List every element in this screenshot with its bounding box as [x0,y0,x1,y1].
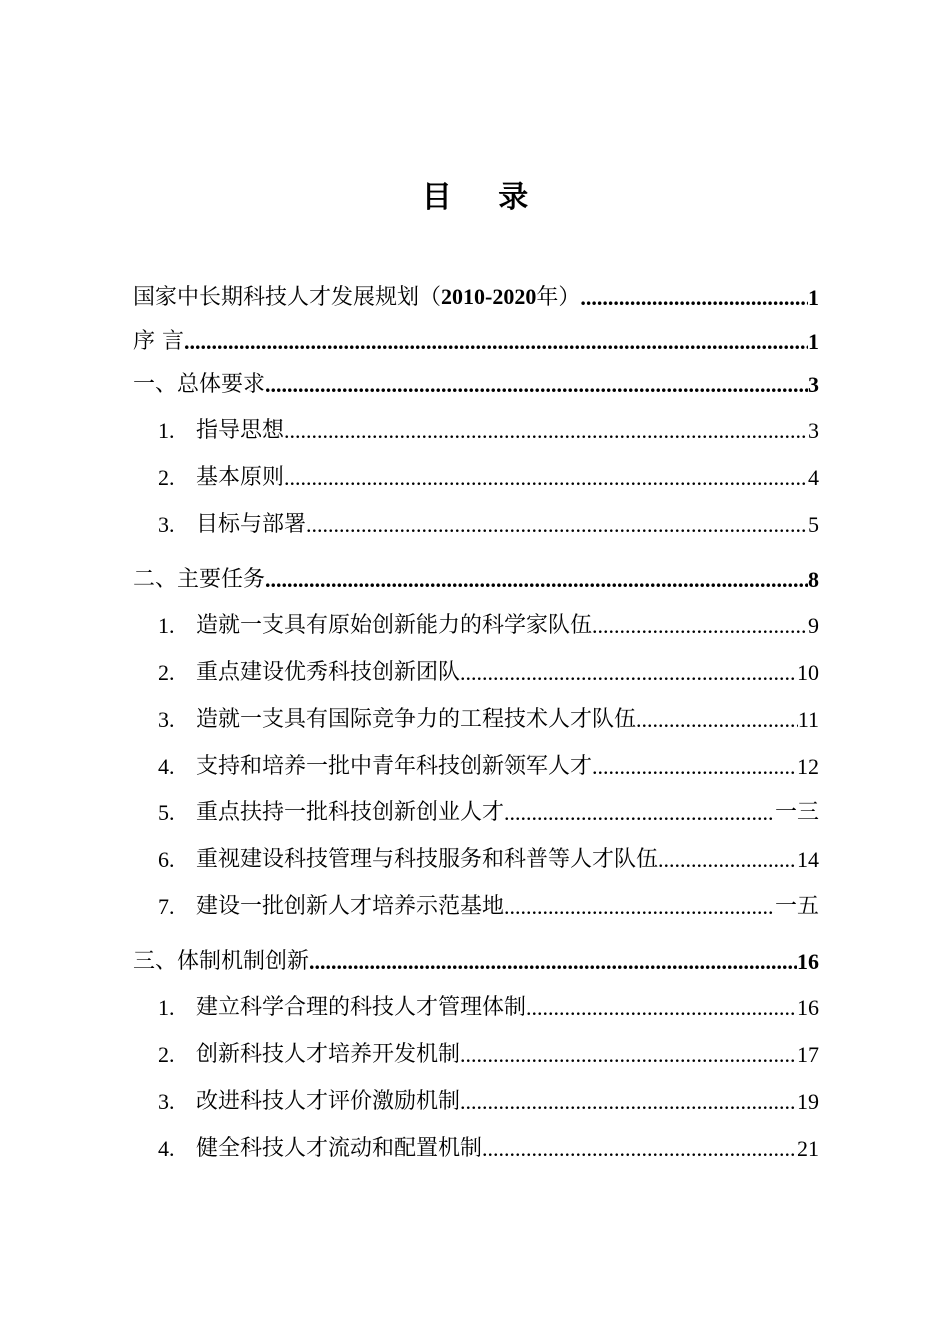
toc-title: 目 录 [421,180,547,215]
toc-page-number: 12 [797,754,819,779]
toc-page-number: 8 [808,567,819,592]
toc-entry-text: 一、总体要求 [133,372,266,397]
toc-entry-number: 4. [158,754,175,779]
toc-entry-preface[interactable] [133,325,819,357]
toc-entry-number: 5. [158,800,175,825]
toc-entry-text: 国家中长期科技人才发展规划（2010-2020年） [133,284,581,310]
toc-page-number: 9 [808,613,819,638]
toc-entry-text: 健全科技人才流动和配置机制 [196,1136,483,1161]
toc-entry-number: 3. [158,512,175,537]
leader-dots [460,1087,797,1117]
toc-entry-number: 3. [158,707,175,732]
toc-page-number: 1 [808,285,819,310]
toc-entry-text: 改进科技人才评价激励机制 [196,1089,461,1114]
leader-dots [504,892,775,922]
toc-entry-text: 基本原则 [196,465,285,490]
leader-dots [306,510,808,540]
toc-page-number: 11 [797,707,819,732]
toc-entry-2-3[interactable] [158,703,819,735]
toc-entry-text: 目标与部署 [196,512,307,537]
toc-entry-section-3[interactable] [133,945,819,977]
toc-page-number: 一三 [774,800,819,825]
toc-entry-section-2[interactable] [133,563,819,595]
toc-page-number: 17 [797,1042,819,1067]
leader-dots [184,327,808,357]
toc-entry-number: 1. [158,418,175,443]
toc-entry-number: 7. [158,894,175,919]
toc-entry-3-1[interactable] [158,991,819,1023]
toc-page-number: 19 [797,1089,819,1114]
leader-dots [460,1040,797,1070]
toc-page-number: 3 [808,372,819,397]
toc-page-number: 5 [808,512,819,537]
toc-entry-text: 支持和培养一批中青年科技创新领军人才 [196,754,593,779]
toc-entry-text: 三、体制机制创新 [133,949,310,974]
toc-page-number: 14 [797,847,819,872]
leader-dots [284,463,808,493]
toc-entry-text: 重视建设科技管理与科技服务和科普等人才队伍 [196,847,659,872]
toc-entry-number: 2. [158,660,175,685]
toc-entry-number: 2. [158,465,175,490]
toc-page-number: 4 [808,465,819,490]
toc-page-number: 3 [808,418,819,443]
toc-entry-text: 造就一支具有国际竞争力的工程技术人才队伍 [196,707,637,732]
toc-entry-number: 1. [158,613,175,638]
leader-dots [460,658,797,688]
toc-page-number: 21 [797,1136,819,1161]
leader-dots [592,611,808,641]
leader-dots [526,993,797,1023]
toc-entry-2-5[interactable] [158,796,819,828]
toc-entry-number: 1. [158,995,175,1020]
leader-dots [265,370,808,400]
toc-entry-number: 3. [158,1089,175,1114]
leader-dots [592,752,797,782]
toc-entry-text: 序 言 [133,329,184,354]
toc-entry-text: 创新科技人才培养开发机制 [196,1042,461,1067]
leader-dots [482,1134,797,1164]
toc-entry-2-6[interactable] [158,843,819,875]
leader-dots [580,283,808,313]
toc-entry-2-2[interactable] [158,656,819,688]
toc-entry-number: 2. [158,1042,175,1067]
toc-entry-year: 2010-2020 [441,284,537,309]
toc-entry-text: 指导思想 [196,418,285,443]
leader-dots [265,565,808,595]
toc-entry-number: 4. [158,1136,175,1161]
toc-page-number: 1 [808,329,819,354]
leader-dots [636,705,798,735]
toc-page-number: 16 [797,949,819,974]
toc-entry-1-1[interactable] [158,414,819,446]
leader-dots [504,798,775,828]
leader-dots [284,416,808,446]
toc-entry-3-3[interactable] [158,1085,819,1117]
toc-entry-3-4[interactable] [158,1132,819,1164]
toc-entry-2-1[interactable] [158,609,819,641]
toc-entry-text: 造就一支具有原始创新能力的科学家队伍 [196,613,593,638]
toc-page-number: 10 [797,660,819,685]
leader-dots [658,845,797,875]
toc-entry-2-4[interactable] [158,750,819,782]
toc-entry-text: 建立科学合理的科技人才管理体制 [196,995,527,1020]
toc-entry-1-2[interactable] [158,461,819,493]
toc-page-number: 16 [797,995,819,1020]
leader-dots [309,947,797,977]
toc-entry-text: 重点扶持一批科技创新创业人才 [196,800,505,825]
toc-entry-text: 重点建设优秀科技创新团队 [196,660,461,685]
toc-entry-text: 建设一批创新人才培养示范基地 [196,894,505,919]
toc-entry-number: 6. [158,847,175,872]
toc-entry-plan-title[interactable] [133,281,819,313]
toc-page-number: 一五 [774,894,819,919]
toc-entry-text: 二、主要任务 [133,567,266,592]
toc-entry-2-7[interactable] [158,890,819,922]
toc-entry-3-2[interactable] [158,1038,819,1070]
toc-entry-section-1[interactable] [133,368,819,400]
toc-entry-1-3[interactable] [158,508,819,540]
